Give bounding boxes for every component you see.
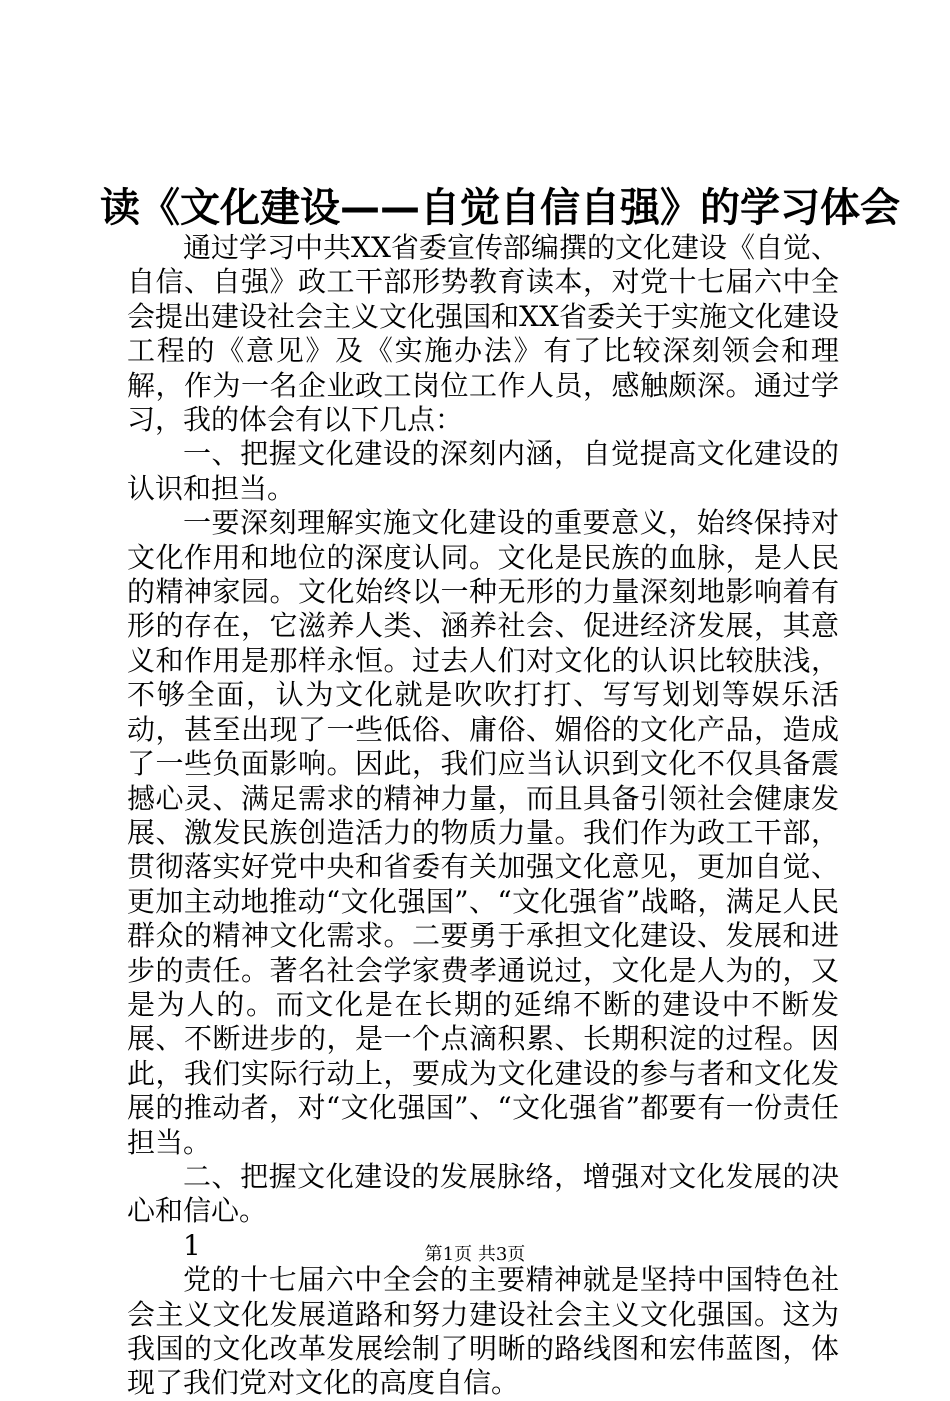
paragraph-section-1-body: 一要深刻理解实施文化建设的重要意义，始终保持对文化作用和地位的深度认同。文化是民族的血脉，是人民的精神家园。文化始终以一种无形的力量深刻地影响着有形的存在，它滋养人类、涵养社会、促进经济发展，其意义和作用是那样永恒。过去人们对文化的认识比较肤浅，不够全面，认为文化就是吹吹打打、写写划划等娱乐活动，甚至出现了一些低俗、庸俗、媚俗的文化产品，造成了一些负面影响。因此，我们应当认识到文化不仅具备震撼心灵、满足需求的精神力量，而且具备引领社会健康发展、激发民族创造活力的物质力量。我们作为政工干部，贯彻落实好党中央和省委有关加强文化意见，更加自觉、更加主动地推动“文化强国”、“文化强省”战略，满足人民群众的精神文化需求。二要勇于承担文化建设、发展和进步的责任。著名社会学家费孝通说过，文化是人为的，又是为人的。而文化是在长期的延绵不断的建设中不断发展、不断进步的，是一个点滴积累、长期积淀的过程。因此，我们实际行动上，要成为文化建设的参与者和文化发展的推动者，对“文化强国”、“文化强省”都要有一份责任担当。 <box>127 506 839 1159</box>
paragraph-heading-1: 一、把握文化建设的深刻内涵，自觉提高文化建设的认识和担当。 <box>127 437 839 505</box>
paragraph-section-2-body: 党的十七届六中全会的主要精神就是坚持中国特色社会主义文化发展道路和努力建设社会主义文化强国。这为我国的文化改革发展绘制了明晰的路线图和宏伟蓝图，体现了我们党对文化的高度自信。 <box>127 1263 839 1400</box>
paragraph-heading-2: 二、把握文化建设的发展脉络，增强对文化发展的决心和信心。 <box>127 1159 839 1228</box>
paragraph-intro: 通过学习中共XX省委宣传部编撰的文化建设《自觉、自信、自强》政工干部形势教育读本，对党十七届六中全会提出建设社会主义文化强国和XX省委关于实施文化建设工程的《意见》及《实施办法》有了比较深刻领会和理解，作为一名企业政工岗位工作人员，感触颇深。通过学习，我的体会有以下几点： <box>127 231 839 437</box>
paragraph-number: 1 <box>183 1228 201 1262</box>
page-footer: 第1页 共3页 <box>424 1244 526 1265</box>
document-title: 读《文化建设——自觉自信自强》的学习体会 <box>100 185 900 231</box>
document-body <box>127 231 839 1401</box>
